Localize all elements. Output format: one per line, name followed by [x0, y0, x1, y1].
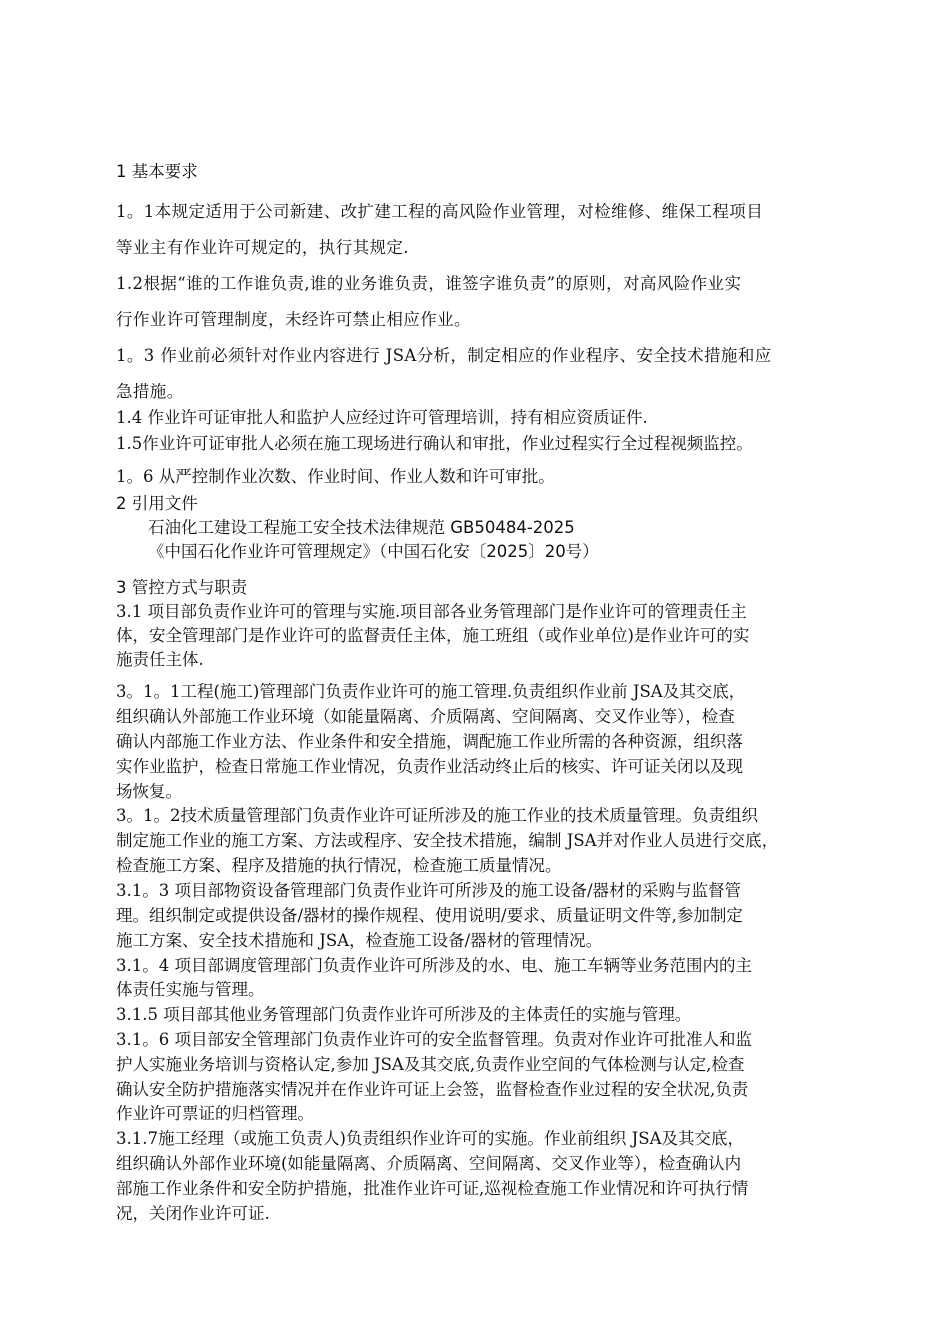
paragraph-line: 确认安全防护措施落实情况并在作业许可证上会签，监督检查作业过程的安全状况,负责	[116, 1080, 749, 1099]
paragraph-line: 作业许可票证的归档管理。	[116, 1104, 314, 1123]
paragraph-line: 3.1 项目部负责作业许可的管理与实施.项目部各业务管理部门是作业许可的管理责任主	[116, 602, 747, 621]
paragraph-line: 3。1。1工程(施工)管理部门负责作业许可的施工管理.负责组织作业前 JSA及其交底，	[116, 682, 746, 701]
reference-item: 《中国石化作业许可管理规定》（中国石化安〔2025〕20号）	[148, 542, 599, 561]
paragraph-line: 实作业监护，检查日常施工作业情况，负责作业活动终止后的核实、许可证关闭以及现	[116, 757, 743, 776]
paragraph-line: 1。6 从严控制作业次数、作业时间、作业人数和许可审批。	[116, 467, 555, 486]
paragraph-line: 护人实施业务培训与资格认定,参加 JSA及其交底,负责作业空间的气体检测与认定,检查	[116, 1055, 745, 1074]
paragraph-line: 3.1。4 项目部调度管理部门负责作业许可所涉及的水、电、施工车辆等业务范围内的主	[116, 956, 752, 975]
paragraph-line: 3.1。3 项目部物资设备管理部门负责作业许可所涉及的施工设备/器材的采购与监督管	[116, 881, 742, 900]
paragraph-line: 确认内部施工作业方法、作业条件和安全措施，调配施工作业所需的各种资源，组织落	[116, 732, 743, 751]
paragraph-line: 施工方案、安全技术措施和 JSA，检查施工设备/器材的管理情况。	[116, 931, 603, 950]
paragraph-line: 行作业许可管理制度，未经许可禁止相应作业。	[116, 310, 471, 329]
paragraph-line: 况，关闭作业许可证.	[116, 1204, 270, 1223]
paragraph-line: 急措施。	[116, 382, 184, 401]
paragraph-line: 3.1。6 项目部安全管理部门负责作业许可的安全监督管理。负责对作业许可批准人和监	[116, 1030, 752, 1049]
paragraph-line: 理。组织制定或提供设备/器材的操作规程、使用说明/要求、质量证明文件等,参加制定	[116, 906, 743, 925]
paragraph-line: 体，安全管理部门是作业许可的监督责任主体，施工班组（或作业单位)是作业许可的实	[116, 626, 750, 645]
paragraph-line: 组织确认外部作业环境(如能量隔离、介质隔离、空间隔离、交叉作业等），检查确认内	[116, 1154, 742, 1173]
paragraph-line: 3.1.7施工经理（或施工负责人)负责组织作业许可的实施。作业前组织 JSA及其交底，	[116, 1129, 744, 1148]
paragraph-line: 施责任主体.	[116, 650, 204, 669]
paragraph-line: 1。1本规定适用于公司新建、改扩建工程的高风险作业管理，对检维修、维保工程项目	[116, 202, 764, 221]
section-2-heading: 2 引用文件	[116, 494, 198, 513]
paragraph-line: 制定施工作业的施工方案、方法或程序、安全技术措施，编制 JSA并对作业人员进行交底，	[116, 831, 779, 850]
paragraph-line: 部施工作业条件和安全防护措施，批准作业许可证,巡视检查施工作业情况和许可执行情	[116, 1179, 749, 1198]
paragraph-line: 检查施工方案、程序及措施的执行情况，检查施工质量情况。	[116, 856, 562, 875]
paragraph-line: 等业主有作业许可规定的，执行其规定.	[116, 238, 409, 257]
paragraph-line: 1.5作业许可证审批人必须在施工现场进行确认和审批，作业过程实行全过程视频监控。	[116, 434, 753, 453]
section-3-heading: 3 管控方式与职责	[116, 578, 248, 597]
paragraph-line: 1.2根据“谁的工作谁负责,谁的业务谁负责，谁签字谁负责”的原则，对高风险作业实	[116, 274, 742, 293]
paragraph-line: 3.1.5 项目部其他业务管理部门负责作业许可所涉及的主体责任的实施与管理。	[116, 1005, 692, 1024]
paragraph-line: 1.4 作业许可证审批人和监护人应经过许可管理培训，持有相应资质证件.	[116, 408, 648, 427]
paragraph-line: 体责任实施与管理。	[116, 980, 265, 999]
paragraph-line: 3。1。2技术质量管理部门负责作业许可证所涉及的施工作业的技术质量管理。负责组织	[116, 806, 758, 825]
paragraph-line: 组织确认外部施工作业环境（如能量隔离、介质隔离、空间隔离、交叉作业等），检查	[116, 707, 735, 726]
reference-item: 石油化工建设工程施工安全技术法律规范 GB50484-2025	[148, 518, 575, 537]
section-1-heading: 1 基本要求	[116, 162, 198, 181]
paragraph-line: 1。3 作业前必须针对作业内容进行 JSA分析，制定相应的作业程序、安全技术措施和应	[116, 346, 772, 365]
paragraph-line: 场恢复。	[116, 782, 182, 801]
